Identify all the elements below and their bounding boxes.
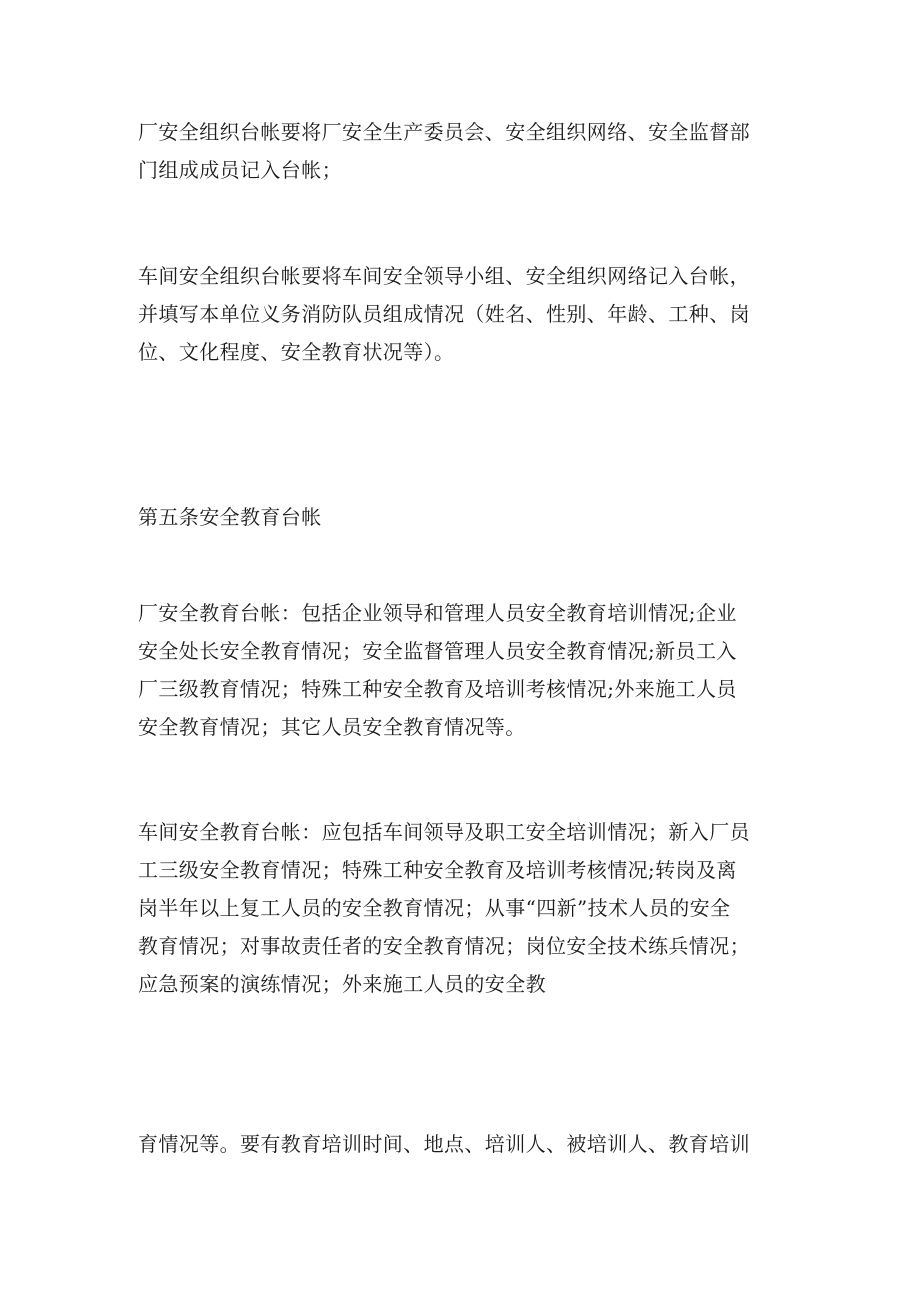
paragraph-workshop-safety-organization-ledger xyxy=(138,257,798,371)
paragraph-factory-safety-organization-ledger xyxy=(138,113,798,189)
text-line: 车间安全教育台帐：应包括车间领导及职工安全培训情况；新入厂员 xyxy=(138,820,750,844)
text-line: 安全处长安全教育情况；安全监督管理人员安全教育情况;新员工入 xyxy=(138,639,737,663)
text-line: 位、文化程度、安全教育状况等）。 xyxy=(138,340,455,364)
text-line: 岗半年以上复工人员的安全教育情况；从事“四新”技术人员的安全 xyxy=(138,896,731,920)
text-line: 应急预案的演练情况；外来施工人员的安全教 xyxy=(138,972,546,996)
text-line: 厂三级教育情况；特殊工种安全教育及培训考核情况;外来施工人员 xyxy=(138,677,737,701)
text-line: 教育情况；对事故责任者的安全教育情况；岗位安全技术练兵情况； xyxy=(138,934,750,958)
text-line: 车间安全组织台帐要将车间安全领导小组、安全组织网络记入台帐， xyxy=(138,264,750,288)
paragraph-workshop-safety-education-ledger xyxy=(138,813,798,1003)
text-line: 厂安全教育台帐：包括企业领导和管理人员安全教育培训情况;企业 xyxy=(138,601,737,625)
text-line: 育情况等。要有教育培训时间、地点、培训人、被培训人、教育培训 xyxy=(138,1132,750,1156)
paragraph-factory-safety-education-ledger xyxy=(138,594,798,746)
text-line: 门组成成员记入台帐； xyxy=(138,158,342,182)
text-line: 安全教育情况；其它人员安全教育情况等。 xyxy=(138,715,526,739)
text-line: 厂安全组织台帐要将厂安全生产委员会、安全组织网络、安全监督部 xyxy=(138,120,750,144)
paragraph-education-record-requirements xyxy=(138,1125,798,1163)
text-line: 工三级安全教育情况；特殊工种安全教育及培训考核情况;转岗及离 xyxy=(138,858,737,882)
text-line: 并填写本单位义务消防队员组成情况（姓名、性别、年龄、工种、岗 xyxy=(138,302,750,326)
section-heading: 第五条安全教育台帐 xyxy=(138,505,322,529)
